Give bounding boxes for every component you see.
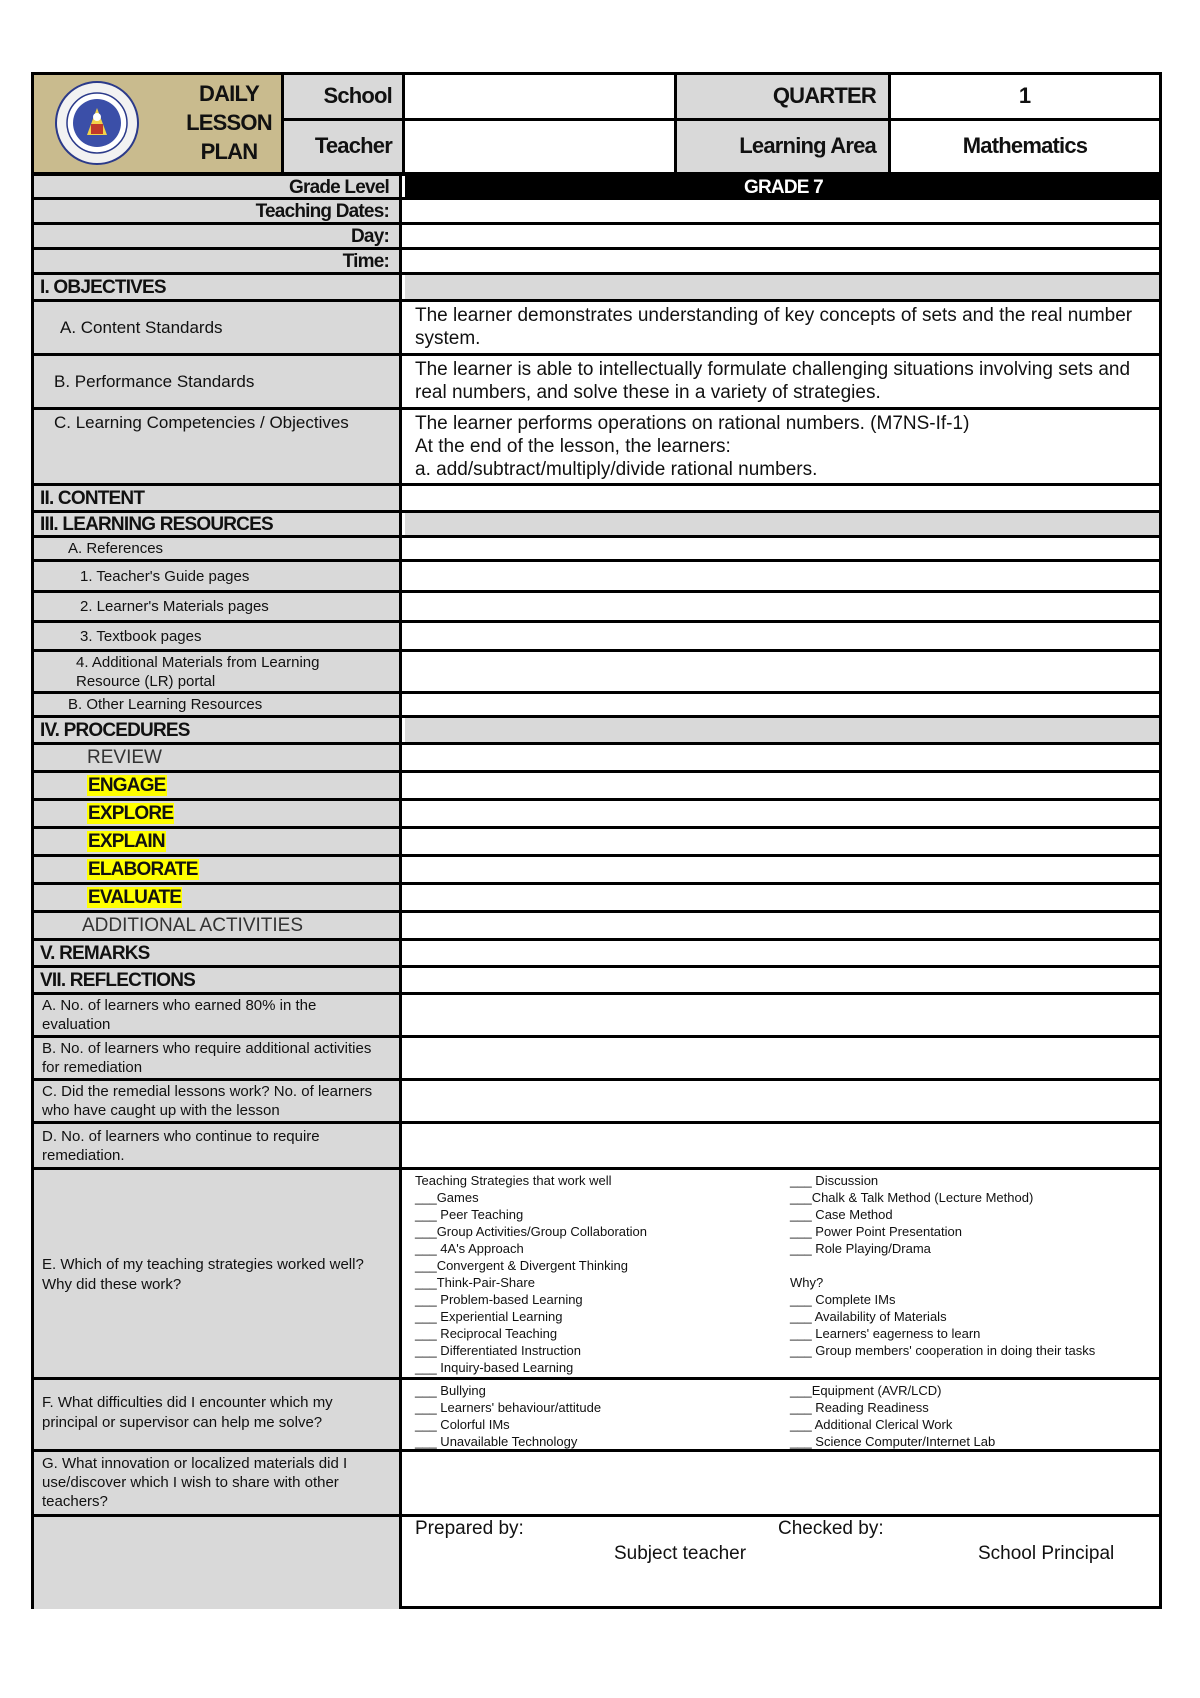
references-field[interactable]	[405, 538, 1159, 559]
school-principal-label: School Principal	[978, 1543, 1115, 1564]
procedure-explore-label: EXPLORE	[88, 803, 174, 824]
dlp-title-line: PLAN	[200, 139, 258, 164]
dlp-title-line: LESSON	[186, 110, 272, 135]
strategy-item: ___ Case Method	[790, 1207, 893, 1222]
teachers-guide-label: 1. Teacher's Guide pages	[34, 562, 402, 590]
teacher-field[interactable]	[405, 121, 677, 172]
difficulties-checklist[interactable]	[405, 1380, 1159, 1449]
grade-level-label: Grade Level	[34, 176, 402, 197]
strategy-item: ___ Peer Teaching	[415, 1207, 524, 1222]
difficulties-right-list	[790, 1382, 995, 1450]
strategy-item: ___ Inquiry-based Learning	[415, 1360, 574, 1375]
strategy-item: ___ Learners' eagerness to learn	[790, 1326, 981, 1341]
strategy-item: ___ Experiential Learning	[415, 1309, 563, 1324]
day-label: Day:	[34, 225, 402, 247]
procedure-explain-label: EXPLAIN	[88, 831, 165, 852]
procedure-additional-label: ADDITIONAL ACTIVITIES	[34, 913, 402, 938]
content-standards-label: A. Content Standards	[34, 302, 402, 353]
strategy-item: ___Convergent & Divergent Thinking	[415, 1258, 628, 1273]
textbook-pages-field[interactable]	[405, 623, 1159, 649]
teacher-label: Teacher	[284, 121, 405, 172]
reflections-heading: VII. REFLECTIONS	[34, 968, 402, 992]
dlp-title-line: DAILY	[199, 81, 259, 106]
checked-by-label: Checked by:	[778, 1518, 884, 1539]
additional-materials-label: 4. Additional Materials from Learning Resource (LR) portal	[34, 652, 402, 691]
teaching-dates-label: Teaching Dates:	[34, 200, 402, 222]
objectives-heading-fill	[405, 275, 1159, 299]
reflection-f-label: F. What difficulties did I encounter which my principal or supervisor can help me solve?	[34, 1380, 402, 1449]
procedure-explore-field[interactable]	[405, 801, 1159, 826]
procedure-additional-field[interactable]	[405, 913, 1159, 938]
procedure-review-label: REVIEW	[34, 745, 402, 770]
reflection-d-label: D. No. of learners who continue to require remediation.	[34, 1124, 402, 1167]
strategy-item: ___ 4A's Approach	[415, 1241, 524, 1256]
other-resources-field[interactable]	[405, 694, 1159, 715]
strategy-item: ___Group Activities/Group Collaboration	[415, 1224, 647, 1239]
procedure-evaluate-field[interactable]	[405, 885, 1159, 910]
reflection-b-field[interactable]	[405, 1038, 1159, 1078]
competencies-label: C. Learning Competencies / Objectives	[34, 410, 402, 483]
competency-line: a. add/subtract/multiply/divide rational numbers.	[415, 459, 818, 480]
reflections-field[interactable]	[405, 968, 1159, 992]
strategy-item: ___Chalk & Talk Method (Lecture Method)	[790, 1190, 1034, 1205]
quarter-value[interactable]: 1	[891, 75, 1159, 121]
prepared-by-label: Prepared by:	[415, 1518, 524, 1539]
time-field[interactable]	[405, 250, 1159, 272]
strategy-item: ___ Reciprocal Teaching	[415, 1326, 558, 1341]
teachers-guide-field[interactable]	[405, 562, 1159, 590]
difficulty-item: ___ Unavailable Technology	[415, 1434, 578, 1449]
performance-standards-label: B. Performance Standards	[34, 356, 402, 407]
strategy-item: ___Games	[415, 1190, 479, 1205]
content-field[interactable]	[405, 486, 1159, 510]
content-heading: II. CONTENT	[34, 486, 402, 510]
difficulty-item: ___Equipment (AVR/LCD)	[790, 1383, 942, 1398]
strategy-item: ___ Problem-based Learning	[415, 1292, 583, 1307]
difficulty-item: ___ Learners' behaviour/attitude	[415, 1400, 602, 1415]
strategies-right-list	[790, 1172, 1095, 1359]
difficulties-left-list	[415, 1382, 601, 1450]
content-standards-value[interactable]: The learner demonstrates understanding of key concepts of sets and the real number system.	[415, 305, 1133, 349]
difficulty-item: ___ Reading Readiness	[790, 1400, 929, 1415]
procedure-review-field[interactable]	[405, 745, 1159, 770]
strategies-left-list	[415, 1172, 647, 1376]
reflection-a-field[interactable]	[405, 995, 1159, 1035]
reflection-b-label: B. No. of learners who require additional activities for remediation	[34, 1038, 402, 1078]
difficulty-item: ___ Colorful IMs	[415, 1417, 510, 1432]
reflection-c-field[interactable]	[405, 1081, 1159, 1121]
strategy-item: ___Think-Pair-Share	[415, 1275, 535, 1290]
textbook-pages-label: 3. Textbook pages	[34, 623, 402, 649]
procedure-engage-label: ENGAGE	[88, 775, 166, 796]
strategy-item: ___ Differentiated Instruction	[415, 1343, 581, 1358]
teaching-strategies-checklist[interactable]	[405, 1170, 1159, 1377]
school-field[interactable]	[405, 75, 677, 121]
competency-line: The learner performs operations on rational numbers. (M7NS-If-1)	[415, 413, 970, 434]
deped-seal-icon	[54, 80, 140, 166]
school-label: School	[284, 75, 405, 121]
competencies-value[interactable]	[405, 410, 1159, 483]
strategy-item: ___ Complete IMs	[790, 1292, 896, 1307]
teaching-dates-field[interactable]	[405, 200, 1159, 222]
procedure-engage-field[interactable]	[405, 773, 1159, 798]
time-label: Time:	[34, 250, 402, 272]
strategy-item: ___ Discussion	[790, 1173, 879, 1188]
remarks-field[interactable]	[405, 941, 1159, 965]
objectives-heading: I. OBJECTIVES	[34, 275, 402, 299]
header-logo-block	[34, 75, 284, 172]
procedure-elaborate-label: ELABORATE	[88, 859, 198, 880]
signature-block	[405, 1517, 1159, 1609]
reflection-g-label: G. What innovation or localized materials did I use/discover which I wish to share with other teachers?	[34, 1452, 402, 1514]
learners-materials-field[interactable]	[405, 593, 1159, 620]
competency-line: At the end of the lesson, the learners:	[415, 436, 731, 457]
learning-resources-heading-fill	[405, 513, 1159, 535]
learning-resources-heading: III. LEARNING RESOURCES	[34, 513, 402, 535]
procedure-evaluate-label: EVALUATE	[88, 887, 182, 908]
reflection-g-field[interactable]	[405, 1452, 1159, 1514]
strategy-item	[790, 1257, 1095, 1274]
strategy-item: ___ Group members' cooperation in doing their tasks	[790, 1343, 1096, 1358]
grade-level-value: GRADE 7	[405, 176, 1159, 197]
procedures-heading: IV. PROCEDURES	[34, 718, 402, 742]
performance-standards-value[interactable]: The learner is able to intellectually formulate challenging situations involving sets and real numbers, and solve these in a variety of strategies.	[415, 359, 1131, 403]
daily-lesson-plan-form	[31, 72, 1162, 1609]
procedures-heading-fill	[405, 718, 1159, 742]
signature-label-blank	[34, 1517, 402, 1609]
reflection-e-label: E. Which of my teaching strategies worked well? Why did these work?	[34, 1170, 402, 1377]
strategy-item: Why?	[790, 1275, 824, 1290]
strategy-item: ___ Role Playing/Drama	[790, 1241, 931, 1256]
difficulty-item: ___ Science Computer/Internet Lab	[790, 1434, 996, 1449]
quarter-label: QUARTER	[677, 75, 891, 121]
strategy-item: ___ Availability of Materials	[790, 1309, 947, 1324]
procedure-elaborate-field[interactable]	[405, 857, 1159, 882]
strategy-item: Teaching Strategies that work well	[415, 1173, 612, 1188]
references-label: A. References	[34, 538, 402, 559]
subject-teacher-label: Subject teacher	[614, 1543, 747, 1564]
additional-materials-field[interactable]	[405, 652, 1159, 691]
learners-materials-label: 2. Learner's Materials pages	[34, 593, 402, 620]
reflection-a-label: A. No. of learners who earned 80% in the evaluation	[34, 995, 402, 1035]
reflection-c-label: C. Did the remedial lessons work? No. of learners who have caught up with the lesson	[34, 1081, 402, 1121]
procedure-explain-field[interactable]	[405, 829, 1159, 854]
remarks-heading: V. REMARKS	[34, 941, 402, 965]
strategy-item: ___ Power Point Presentation	[790, 1224, 962, 1239]
reflection-d-field[interactable]	[405, 1124, 1159, 1167]
difficulty-item: ___ Additional Clerical Work	[790, 1417, 953, 1432]
day-field[interactable]	[405, 225, 1159, 247]
other-resources-label: B. Other Learning Resources	[34, 694, 402, 715]
learning-area-label: Learning Area	[677, 121, 891, 172]
learning-area-value[interactable]: Mathematics	[962, 133, 1088, 158]
difficulty-item: ___ Bullying	[415, 1383, 486, 1398]
